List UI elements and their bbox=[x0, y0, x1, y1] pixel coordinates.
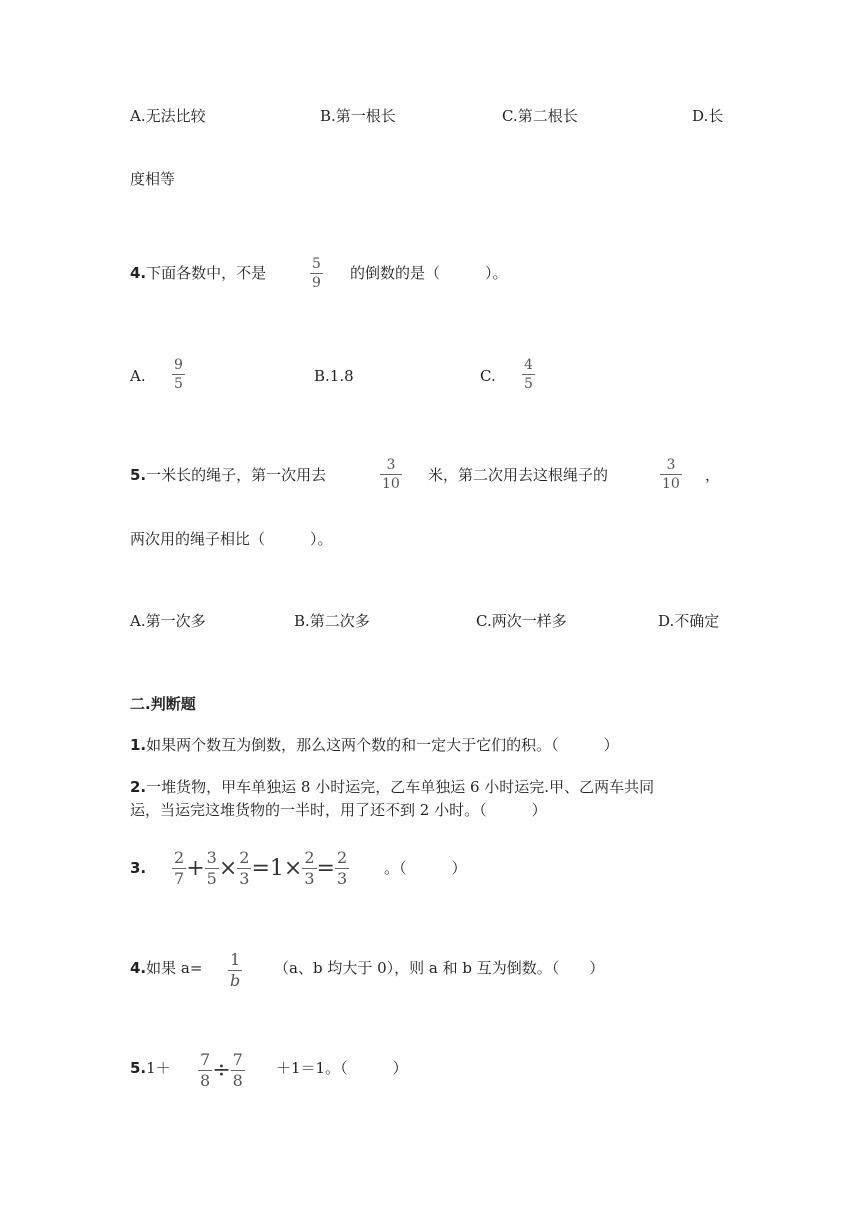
question-5-comma: ， bbox=[705, 466, 721, 484]
question-5-line2: 两次用的绳子相比（ ）。 bbox=[130, 530, 333, 548]
question-text: 如果两个数互为倒数，那么这两个数的和一定大于它们的积。（ ） bbox=[146, 736, 619, 754]
denominator: 9 bbox=[312, 275, 321, 291]
q4-option-c-label[interactable]: C. bbox=[480, 367, 496, 385]
judge-2-line1 bbox=[130, 777, 654, 797]
numerator: 5 bbox=[312, 256, 321, 272]
question-number: 4. bbox=[130, 264, 147, 282]
question-4 bbox=[130, 263, 266, 283]
q5-option-a[interactable]: A.第一次多 bbox=[130, 612, 206, 630]
q5-option-d[interactable]: D.不确定 bbox=[658, 612, 720, 630]
q3-option-c[interactable]: C.第二根长 bbox=[502, 107, 578, 125]
judge-2-line2: 运，当运完这堆货物的一半时，用了还不到 2 小时。（ ） bbox=[130, 801, 547, 819]
question-text: 下面各数中，不是 bbox=[146, 264, 267, 282]
times-sign: × bbox=[218, 856, 238, 881]
divide-sign: ÷ bbox=[212, 1058, 231, 1083]
q5-option-b[interactable]: B.第二次多 bbox=[294, 612, 370, 630]
judge-5: 5.1＋ bbox=[130, 1059, 171, 1077]
question-number: 5. bbox=[130, 466, 147, 484]
judge-5-tail: ＋1＝1。（ ） bbox=[276, 1059, 408, 1077]
judge-5-expression: $\frac{7}{8}$ ÷ $\frac{7}{8}$ bbox=[200, 1050, 243, 1090]
question-text: 一堆货物，甲车单独运 8 小时运完，乙车单独运 6 小时运完.甲、乙两车共同 bbox=[146, 778, 655, 796]
question-number: 2. bbox=[130, 778, 147, 796]
question-text: 一米长的绳子，第一次用去 bbox=[146, 466, 327, 484]
question-5-mid: 米，第二次用去这根绳子的 bbox=[428, 466, 609, 484]
fraction-5-9 bbox=[310, 257, 323, 290]
question-5 bbox=[130, 465, 326, 485]
judge-1 bbox=[130, 735, 619, 755]
q4-option-a-label[interactable]: A. bbox=[130, 367, 146, 385]
judge-3-number: 3. bbox=[130, 859, 147, 877]
q4-option-a-fraction[interactable]: $\frac{9}{5}$ bbox=[174, 357, 183, 392]
q5-option-c[interactable]: C.两次一样多 bbox=[476, 612, 567, 630]
q3-option-a[interactable]: A.无法比较 bbox=[130, 107, 206, 125]
fraction-1-over-b: $\frac{1}{b}$ bbox=[230, 950, 241, 990]
judge-3-tail: 。（ ） bbox=[384, 859, 467, 877]
judge-4-tail: （a、b 均大于 0），则 a 和 b 互为倒数。（ ） bbox=[274, 959, 605, 977]
fraction-3-10-first: $\frac{3}{10}$ bbox=[382, 457, 400, 492]
equals-one-times: =1× bbox=[251, 856, 303, 881]
question-4-tail: 的倒数的是（ ）。 bbox=[350, 264, 508, 282]
q3-option-d[interactable]: D.长 bbox=[692, 107, 724, 125]
q4-option-b[interactable]: B.1.8 bbox=[314, 367, 354, 385]
equals-sign: = bbox=[316, 856, 335, 881]
question-number: 1. bbox=[130, 736, 147, 754]
section-title: 二.判断题 bbox=[130, 695, 196, 713]
judge-3-equation: $\frac{2}{7}$ + $\frac{3}{5}$ × $\frac{2}{3}$ =1× $\frac{2}{3}$ = $\frac{2}{3}$ bbox=[174, 848, 348, 888]
q3-option-b[interactable]: B.第一根长 bbox=[320, 107, 396, 125]
fraction-3-10-second: $\frac{3}{10}$ bbox=[662, 457, 680, 492]
q3-option-d-continued: 度相等 bbox=[130, 170, 176, 188]
plus-sign: + bbox=[186, 856, 205, 881]
judge-4: 4.如果 a= bbox=[130, 959, 203, 977]
q4-option-c-fraction[interactable]: $\frac{4}{5}$ bbox=[524, 357, 533, 392]
